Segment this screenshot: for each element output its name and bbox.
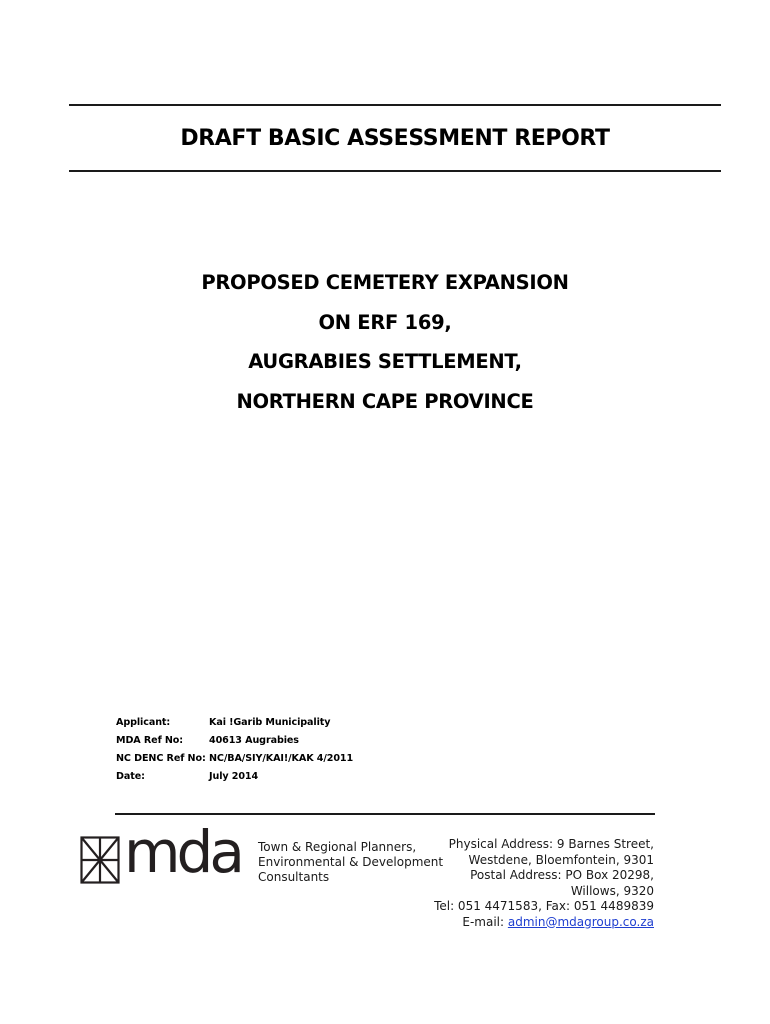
email-line xyxy=(434,915,654,931)
contact-block xyxy=(434,837,654,930)
company-tagline xyxy=(258,840,443,885)
detail-row-applicant xyxy=(116,716,353,734)
contact-line: Willows, 9320 xyxy=(570,883,654,898)
detail-row-date xyxy=(116,770,353,788)
mda-logo-mark-icon xyxy=(80,836,120,884)
tagline-line: Environmental & Development xyxy=(258,855,444,869)
detail-label: Applicant: xyxy=(116,717,171,728)
subtitle-line: ON ERF 169, xyxy=(318,310,452,334)
detail-value: NC/BA/SIY/KAI!/KAK 4/2011 xyxy=(209,753,354,764)
project-details xyxy=(116,716,353,788)
contact-line: Westdene, Bloemfontein, 9301 xyxy=(468,852,654,867)
footer-rule xyxy=(115,813,655,815)
subtitle-line: NORTHERN CAPE PROVINCE xyxy=(236,389,534,413)
project-subtitle xyxy=(0,268,770,426)
detail-row-denc-ref xyxy=(116,752,353,770)
subtitle-line: AUGRABIES SETTLEMENT, xyxy=(248,350,522,373)
detail-row-mda-ref xyxy=(116,734,353,752)
email-prefix: E-mail: xyxy=(462,914,508,929)
detail-label: MDA Ref No: xyxy=(116,735,184,746)
subtitle-line: PROPOSED CEMETERY EXPANSION xyxy=(201,271,569,294)
title-bottom-rule xyxy=(69,170,721,172)
email-link[interactable]: admin@mdagroup.co.za xyxy=(507,914,654,929)
tagline-line: Town & Regional Planners, xyxy=(258,840,417,854)
title-top-rule xyxy=(69,104,721,106)
detail-value: July 2014 xyxy=(209,771,259,782)
detail-label: Date: xyxy=(116,771,145,782)
tagline-line: Consultants xyxy=(258,870,330,884)
contact-line: Physical Address: 9 Barnes Street, xyxy=(448,837,654,851)
contact-line: Postal Address: PO Box 20298, xyxy=(470,868,654,882)
detail-value: 40613 Augrabies xyxy=(209,735,299,746)
contact-line: Tel: 051 4471583, Fax: 051 4489839 xyxy=(434,899,654,913)
detail-value: Kai !Garib Municipality xyxy=(209,717,331,728)
mda-logo xyxy=(80,818,246,886)
report-title: DRAFT BASIC ASSESSMENT REPORT xyxy=(180,126,610,151)
detail-label: NC DENC Ref No: xyxy=(116,753,206,764)
mda-logo-wordmark: mda xyxy=(124,818,241,886)
